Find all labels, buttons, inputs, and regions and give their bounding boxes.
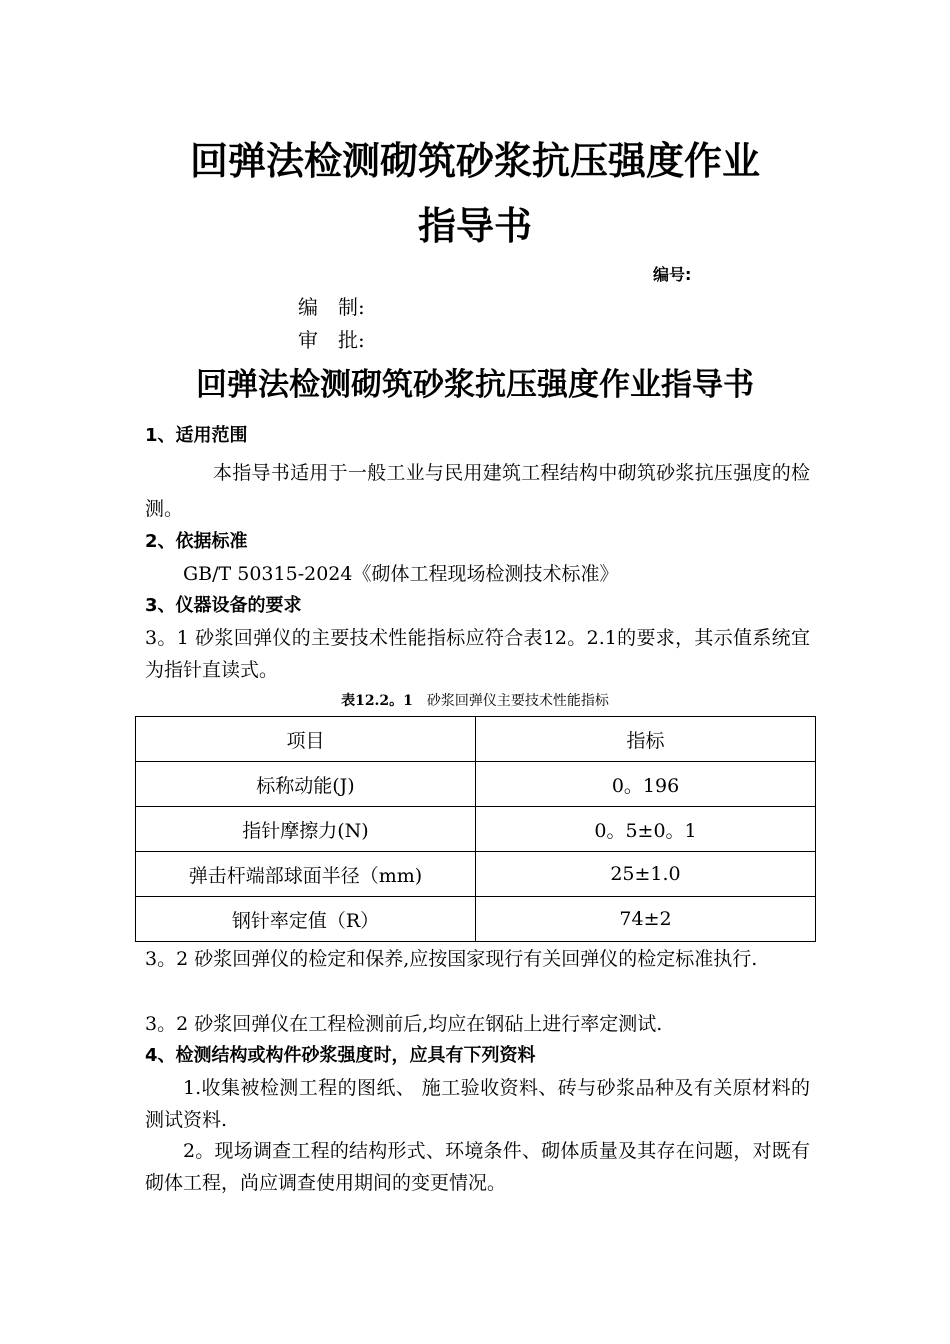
section-4-paragraph-2: 2。现场调查工程的结构形式、环境条件、砌体质量及其存在问题，对既有砌体工程，尚应调查使用期间的变更情况。 — [145, 1140, 810, 1194]
table-caption — [0, 690, 950, 710]
document-title: 回弹法检测砌筑砂浆抗压强度作业指导书 — [196, 367, 754, 403]
section-2-heading: 2、依据标准 — [145, 531, 248, 552]
section-4-paragraph-1: 1.收集被检测工程的图纸、 施工验收资料、砖与砂浆品种及有关原材料的测试资料. — [145, 1077, 810, 1131]
table-cell: 指针摩擦力(N) — [136, 807, 476, 852]
table-row — [136, 807, 816, 852]
table-row — [136, 762, 816, 807]
table-cell: 25±1.0 — [476, 852, 816, 897]
table-row — [136, 897, 816, 942]
table-cell: 74±2 — [476, 897, 816, 942]
table-cell: 钢针率定值（R） — [136, 897, 476, 942]
specification-table — [135, 716, 816, 942]
section-3-heading: 3、仪器设备的要求 — [145, 595, 302, 616]
section-4-heading: 4、检测结构或构件砂浆强度时，应具有下列资料 — [145, 1045, 536, 1066]
section-1-text: 本指导书适用于一般工业与民用建筑工程结构中砌筑砂浆抗压强度的检测。 — [145, 462, 810, 520]
table-header-row — [136, 717, 816, 762]
section-3-paragraph-3: 3。2 砂浆回弹仪在工程检测前后,均应在钢砧上进行率定测试. — [145, 1013, 663, 1035]
cover-title-line2: 指导书 — [417, 204, 532, 248]
table-row — [136, 852, 816, 897]
section-2-text: GB/T 50315-2024《砌体工程现场检测技术标准》 — [183, 563, 619, 585]
approve-label: 审 批: — [298, 328, 365, 352]
table-header-item: 项目 — [136, 717, 476, 762]
section-1-heading: 1、适用范围 — [145, 425, 248, 446]
table-cell: 标称动能(J) — [136, 762, 476, 807]
table-cell: 0。196 — [476, 762, 816, 807]
table-header-indicator: 指标 — [476, 717, 816, 762]
table-cell: 0。5±0。1 — [476, 807, 816, 852]
section-3-paragraph-1: 3。1 砂浆回弹仪的主要技术性能指标应符合表12。2.1的要求，其示值系统宜为指针直读式。 — [145, 627, 810, 681]
table-caption-number: 表12.2。1 — [341, 693, 413, 709]
compile-label: 编 制: — [298, 295, 365, 319]
section-3-paragraph-2: 3。2 砂浆回弹仪的检定和保养,应按国家现行有关回弹仪的检定标准执行. — [145, 948, 758, 970]
document-code-label: 编号: — [653, 265, 692, 284]
table-caption-text: 砂浆回弹仪主要技术性能指标 — [426, 693, 609, 709]
cover-title-line1: 回弹法检测砌筑砂浆抗压强度作业 — [189, 139, 760, 183]
table-cell: 弹击杆端部球面半径（mm) — [136, 852, 476, 897]
